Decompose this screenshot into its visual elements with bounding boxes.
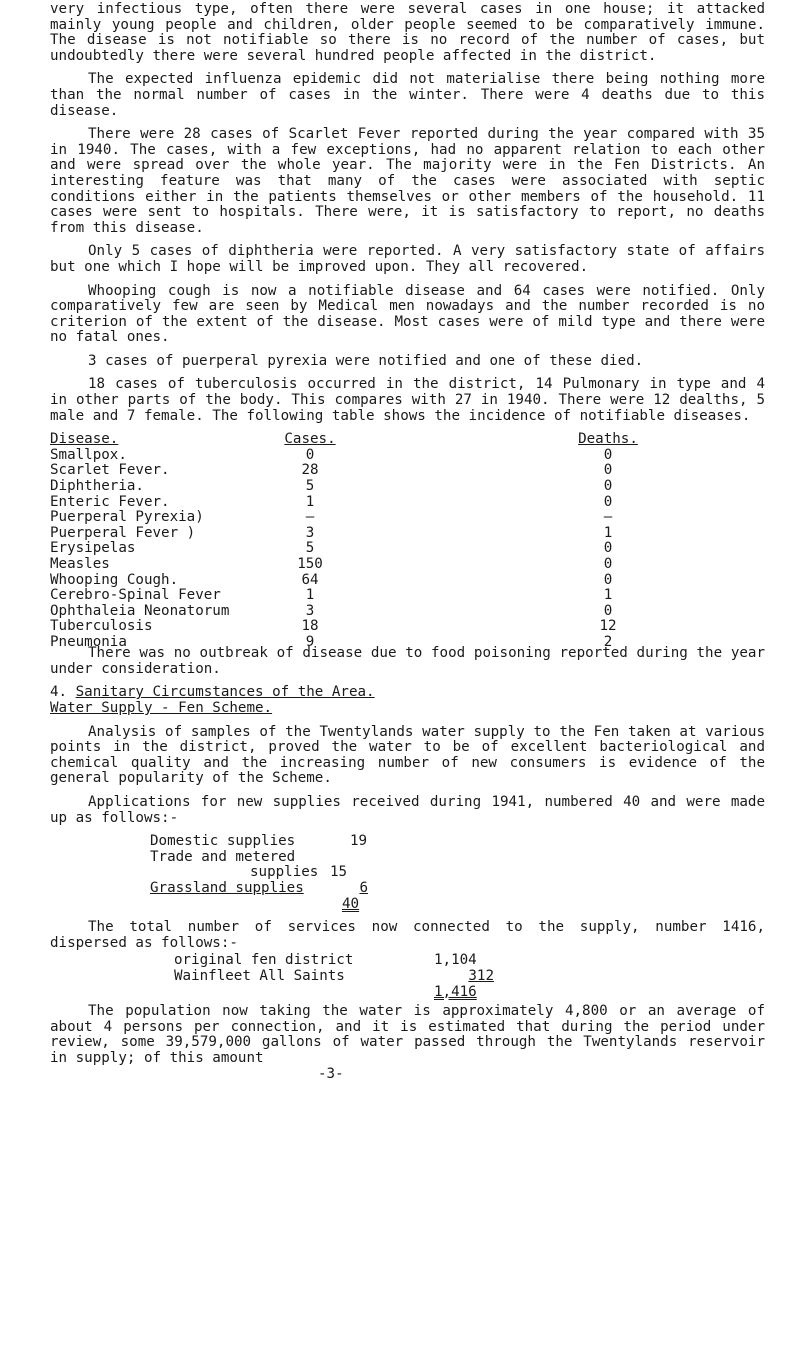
trade-label: Trade and metered <box>150 848 296 865</box>
table-row <box>50 479 765 495</box>
cell-disease: Cerebro-Spinal Fever <box>50 587 221 604</box>
paragraph-diphtheria: Only 5 cases of diphtheria were reported. A very satisfactory state of affairs but one which I hope will be improved upon. They all recovered. <box>50 243 765 275</box>
header-cases: Cases. <box>284 431 336 448</box>
cell-deaths: 2 <box>603 633 613 650</box>
cell-deaths: – <box>603 509 613 526</box>
cell-deaths: 0 <box>603 602 613 619</box>
cell-deaths: 0 <box>603 462 613 479</box>
table-row <box>50 541 765 557</box>
original-fen-label: original fen district <box>174 952 354 969</box>
paragraph-whooping-cough: Whooping cough is now a notifiable disease and 64 cases were notified. Only comparatively few are seen by Medical men nowadays and the number recorded is no criterion of the extent of the disease. Most cases were of mild type and there were no fatal ones. <box>50 282 765 346</box>
paragraph-population: The population now taking the water is approximately 4,800 or an average of about 4 persons per connection, and it is estimated that during the period under review, some 39,579,000 gallons of water passed through the Twentylands reservoir in supply; of this amount <box>50 1003 765 1066</box>
original-fen-value: 1,104 <box>434 952 477 969</box>
cell-disease: Pneumonia <box>50 633 127 650</box>
document-page <box>50 2 765 1082</box>
table-row <box>50 526 765 542</box>
wainfleet-label: Wainfleet All Saints <box>174 967 345 984</box>
table-row <box>50 588 765 604</box>
trade-label-2: supplies <box>250 864 319 881</box>
table-header-row <box>50 432 765 448</box>
cell-cases: – <box>305 509 315 526</box>
table-row <box>50 557 765 573</box>
section-subtitle: Water Supply - Fen Scheme. <box>50 700 273 717</box>
cell-cases: 9 <box>305 633 315 650</box>
cell-deaths: 0 <box>603 478 613 495</box>
table-row <box>50 604 765 620</box>
table-row <box>50 573 765 589</box>
header-deaths: Deaths. <box>578 431 638 448</box>
cell-disease: Measles <box>50 556 110 572</box>
paragraph-food-poisoning: There was no outbreak of disease due to food poisoning reported during the year under consideration. <box>50 645 765 677</box>
cell-deaths: 12 <box>599 618 617 635</box>
wainfleet-value: 312 <box>468 967 494 984</box>
supplies-list <box>150 834 765 912</box>
cell-deaths: 1 <box>603 587 613 604</box>
paragraph-applications: Applications for new supplies received during 1941, numbered 40 and were made up as follows:- <box>50 794 765 826</box>
table-row <box>50 495 765 511</box>
cell-deaths: 1 <box>603 524 613 541</box>
cell-cases: 5 <box>305 540 315 557</box>
cell-disease: Smallpox. <box>50 446 127 463</box>
trade-value: 15 <box>330 864 348 881</box>
paragraph-water-analysis: Analysis of samples of the Twentylands water supply to the Fen taken at various points in the district, proved the water to be of excellent bacteriological and chemical quality and the increasing number of new consumers is evidence of the general popularity of the Scheme. <box>50 723 765 787</box>
paragraph-scarlet-fever: There were 28 cases of Scarlet Fever reported during the year compared with 35 in 1940. The cases, with a few exceptions, had no apparent relation to each other and were spread over the whole year. The majority were in the Fen Districts. An interesting feature was that many of the cases were associated with septic conditions either in the patients themselves or other members of the household. 11 cases were sent to hospitals. There were, it is satisfactory to report, no deaths from this disease. <box>50 126 765 236</box>
cell-disease: Diphtheria. <box>50 478 144 495</box>
cell-cases: 1 <box>305 587 315 604</box>
cell-disease: Scarlet Fever. <box>50 462 170 479</box>
table-row <box>50 448 765 464</box>
cell-disease: Erysipelas <box>50 540 136 557</box>
paragraph-puerperal: 3 cases of puerperal pyrexia were notified and one of these died. <box>88 352 644 369</box>
supplies-total: 40 <box>342 895 360 912</box>
cell-cases: 18 <box>301 618 319 635</box>
cell-cases: 0 <box>305 446 315 463</box>
cell-disease: Puerperal Fever ) <box>50 524 196 541</box>
cell-disease: Enteric Fever. <box>50 493 170 510</box>
paragraph-infection: very infectious type, often there were several cases in one house; it attacked mainly young people and children, older people seemed to be comparatively immune. The disease is not notifiable so there is no record of the number of cases, but undoubtedly there were several hundred people affected in the district. <box>50 1 765 64</box>
section-title: Sanitary Circumstances of the Area. <box>75 684 375 701</box>
cell-disease: Ophthaleia Neonatorum <box>50 602 230 619</box>
paragraph-tuberculosis: 18 cases of tuberculosis occurred in the district, 14 Pulmonary in type and 4 in other parts of the body. This compares with 27 in 1940. There were 12 dealths, 5 male and 7 female. The following table shows the incidence of notifiable diseases. <box>50 376 765 424</box>
paragraph-services: The total number of services now connected to the supply, number 1416, dispersed as follows:- <box>50 919 765 951</box>
header-disease: Disease. <box>50 431 119 448</box>
cell-deaths: 0 <box>603 540 613 557</box>
table-row <box>50 510 765 526</box>
grassland-label: Grassland supplies <box>150 879 304 896</box>
table-row <box>50 463 765 479</box>
cell-cases: 3 <box>305 602 315 619</box>
cell-cases: 28 <box>301 462 319 479</box>
domestic-value: 19 <box>350 833 368 850</box>
cell-deaths: 0 <box>603 446 613 463</box>
table-row <box>50 635 765 651</box>
cell-deaths: 0 <box>603 493 613 510</box>
cell-cases: 5 <box>305 478 315 495</box>
cell-deaths: 0 <box>603 556 613 572</box>
cell-cases: 64 <box>301 571 319 588</box>
services-total: 1,416 <box>434 983 477 1000</box>
section-number: 4. <box>50 684 68 701</box>
grassland-value: 6 <box>359 879 368 896</box>
cell-cases: 150 <box>297 556 323 572</box>
cell-disease: Tuberculosis <box>50 618 153 635</box>
page-number: -3- <box>318 1065 344 1082</box>
domestic-label: Domestic supplies <box>150 833 296 850</box>
notifiable-diseases-table <box>50 432 765 712</box>
cell-deaths: 0 <box>603 571 613 588</box>
cell-disease: Puerperal Pyrexia) <box>50 509 204 526</box>
cell-cases: 1 <box>305 493 315 510</box>
table-row <box>50 619 765 635</box>
services-list <box>174 953 765 1000</box>
cell-cases: 3 <box>305 524 315 541</box>
paragraph-influenza: The expected influenza epidemic did not materialise there being nothing more than the normal number of cases in the winter. There were 4 deaths due to this disease. <box>50 71 765 119</box>
cell-disease: Whooping Cough. <box>50 571 179 588</box>
